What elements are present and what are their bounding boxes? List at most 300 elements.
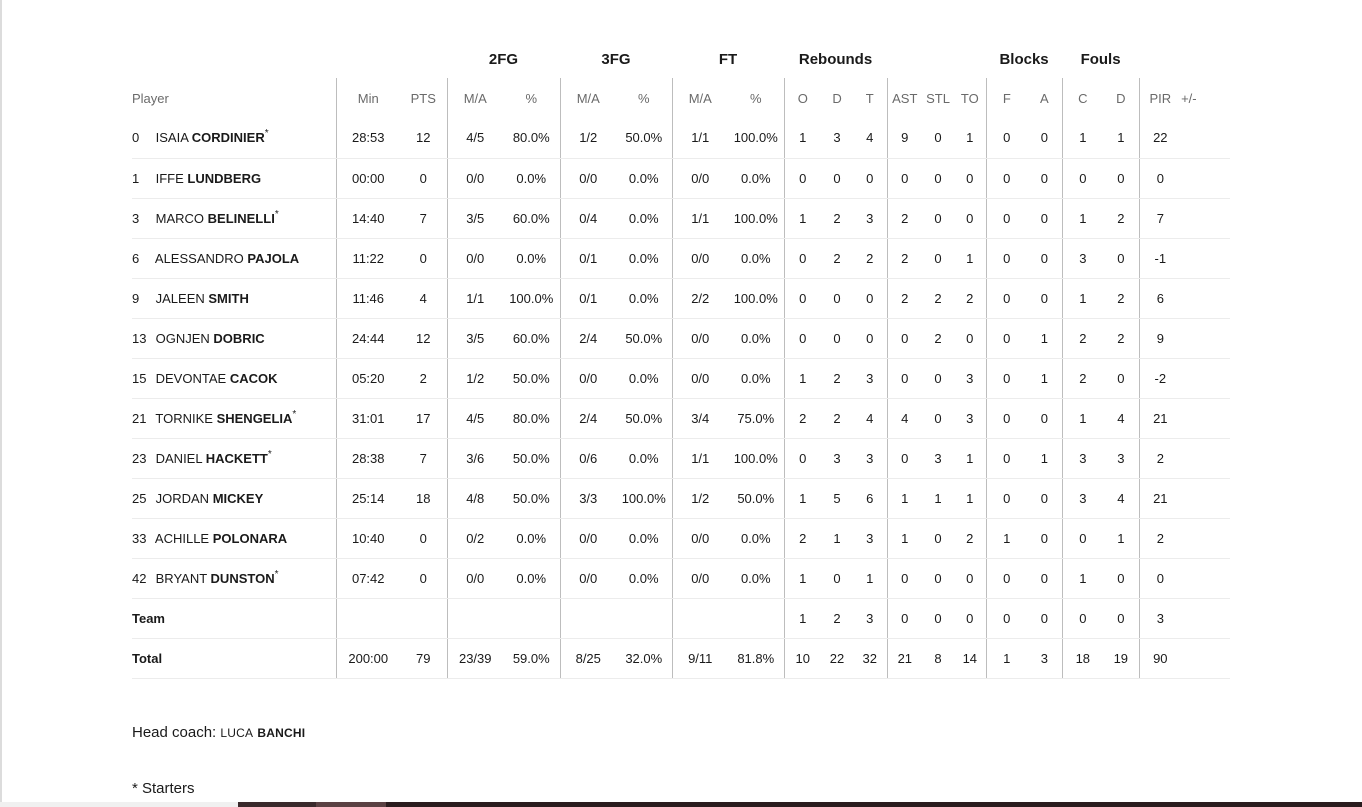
player-row[interactable] bbox=[132, 118, 1230, 158]
stat-stl: 0 bbox=[922, 598, 954, 638]
stat-reb-o: 0 bbox=[784, 278, 821, 318]
col-ast[interactable]: AST bbox=[887, 78, 922, 118]
stat-plusminus bbox=[1181, 118, 1230, 158]
stat-pts: 0 bbox=[400, 158, 447, 198]
stat-ft-pct: 0.0% bbox=[728, 358, 784, 398]
player-row[interactable] bbox=[132, 358, 1230, 398]
stat-foul-d: 19 bbox=[1103, 638, 1139, 678]
stat-fg2-ma: 0/0 bbox=[447, 558, 503, 598]
stat-fg3-pct: 0.0% bbox=[616, 558, 672, 598]
group-fouls: Fouls bbox=[1080, 50, 1121, 68]
stat-plusminus bbox=[1181, 598, 1230, 638]
player-number: 6 bbox=[132, 250, 140, 266]
stat-min: 00:00 bbox=[336, 158, 400, 198]
stat-reb-o: 0 bbox=[784, 318, 821, 358]
stat-ft-pct: 100.0% bbox=[728, 198, 784, 238]
stat-foul-d: 2 bbox=[1103, 318, 1139, 358]
head-coach-first-name: LUCA bbox=[220, 726, 254, 740]
stat-reb-o: 1 bbox=[784, 358, 821, 398]
player-number: 13 bbox=[132, 330, 147, 346]
stat-min: 07:42 bbox=[336, 558, 400, 598]
stat-fg3-pct bbox=[616, 598, 672, 638]
stat-blk-f: 0 bbox=[986, 278, 1027, 318]
stat-blk-f: 0 bbox=[986, 238, 1027, 278]
stat-fg2-pct: 80.0% bbox=[503, 398, 560, 438]
stat-reb-o: 1 bbox=[784, 118, 821, 158]
stat-blk-a: 0 bbox=[1027, 558, 1062, 598]
stat-ast: 0 bbox=[887, 438, 922, 478]
stat-foul-c: 2 bbox=[1062, 358, 1103, 398]
col-3fg-pct[interactable]: % bbox=[637, 90, 650, 106]
stat-stl: 8 bbox=[922, 638, 954, 678]
col-3fg-ma[interactable]: M/A bbox=[560, 78, 616, 118]
stat-ft-ma: 1/1 bbox=[672, 198, 728, 238]
stat-pir: 2 bbox=[1139, 438, 1181, 478]
stat-min: 200:00 bbox=[336, 638, 400, 678]
stat-blk-a: 0 bbox=[1027, 198, 1062, 238]
stat-pir: 0 bbox=[1139, 558, 1181, 598]
stat-plusminus bbox=[1181, 438, 1230, 478]
col-2fg-pct[interactable]: % bbox=[525, 90, 538, 106]
stat-fg3-pct: 0.0% bbox=[616, 238, 672, 278]
stat-stl: 0 bbox=[922, 158, 954, 198]
stat-fg2-pct: 0.0% bbox=[503, 558, 560, 598]
col-reb-d[interactable]: D bbox=[832, 90, 842, 106]
stat-ast: 0 bbox=[887, 598, 922, 638]
stat-min: 31:01 bbox=[336, 398, 400, 438]
group-blocks: Blocks bbox=[999, 50, 1049, 68]
team-row bbox=[132, 598, 1230, 638]
stat-reb-o: 1 bbox=[784, 478, 821, 518]
stat-foul-d: 0 bbox=[1103, 238, 1139, 278]
player-name-link[interactable] bbox=[156, 171, 261, 186]
stat-pir: 6 bbox=[1139, 278, 1181, 318]
stat-blk-a: 0 bbox=[1027, 118, 1062, 158]
stat-stl: 0 bbox=[922, 398, 954, 438]
stat-fg3-pct: 0.0% bbox=[616, 278, 672, 318]
stat-blk-a: 1 bbox=[1027, 318, 1062, 358]
col-plus-minus[interactable]: +/- bbox=[1181, 90, 1197, 106]
stat-pts: 0 bbox=[400, 558, 447, 598]
col-pts[interactable]: PTS bbox=[410, 90, 436, 106]
col-reb-t[interactable]: T bbox=[865, 90, 874, 106]
stat-ast: 1 bbox=[887, 478, 922, 518]
stat-foul-c: 1 bbox=[1062, 198, 1103, 238]
stat-ft-pct: 100.0% bbox=[728, 438, 784, 478]
stat-ast: 0 bbox=[887, 318, 922, 358]
stat-ft-pct: 0.0% bbox=[728, 158, 784, 198]
stat-foul-d: 4 bbox=[1103, 398, 1139, 438]
player-name-link[interactable] bbox=[156, 371, 278, 386]
col-2fg-ma[interactable]: M/A bbox=[447, 78, 503, 118]
player-first-name: ALESSANDRO bbox=[154, 250, 244, 266]
stat-foul-d: 1 bbox=[1103, 118, 1139, 158]
stat-blk-f: 0 bbox=[986, 438, 1027, 478]
stat-fg2-ma: 0/0 bbox=[447, 158, 503, 198]
stat-ft-ma: 2/2 bbox=[672, 278, 728, 318]
stat-fg3-ma: 0/0 bbox=[560, 158, 616, 198]
stat-pts: 12 bbox=[400, 318, 447, 358]
stat-ast: 0 bbox=[887, 358, 922, 398]
stat-reb-d: 3 bbox=[821, 118, 853, 158]
group-2fg: 2FG bbox=[488, 50, 519, 68]
stat-reb-o: 0 bbox=[784, 438, 821, 478]
stat-min: 05:20 bbox=[336, 358, 400, 398]
stat-reb-t: 1 bbox=[853, 558, 887, 598]
stat-fg3-ma bbox=[560, 598, 616, 638]
player-cell bbox=[132, 278, 336, 318]
stat-stl: 0 bbox=[922, 198, 954, 238]
stat-fg2-ma: 3/5 bbox=[447, 198, 503, 238]
player-last-name: PAJOLA bbox=[247, 250, 300, 266]
stat-stl: 0 bbox=[922, 558, 954, 598]
stat-ft-ma: 9/11 bbox=[672, 638, 728, 678]
stat-fg3-ma: 0/6 bbox=[560, 438, 616, 478]
stat-fg2-pct: 50.0% bbox=[503, 478, 560, 518]
stat-min: 11:22 bbox=[336, 238, 400, 278]
stat-fg2-pct: 0.0% bbox=[503, 518, 560, 558]
stat-foul-c: 2 bbox=[1062, 318, 1103, 358]
stat-foul-c: 1 bbox=[1062, 278, 1103, 318]
stat-fg2-pct: 0.0% bbox=[503, 238, 560, 278]
stat-plusminus bbox=[1181, 158, 1230, 198]
stat-fg2-ma: 4/8 bbox=[447, 478, 503, 518]
stat-pts bbox=[400, 598, 447, 638]
starter-marker: * bbox=[274, 208, 279, 220]
player-name-link[interactable] bbox=[156, 291, 249, 306]
stat-reb-t: 6 bbox=[853, 478, 887, 518]
starter-marker: * bbox=[292, 408, 297, 420]
col-pir[interactable]: PIR bbox=[1139, 78, 1181, 118]
stat-ft-pct: 81.8% bbox=[728, 638, 784, 678]
stat-ft-pct: 100.0% bbox=[728, 278, 784, 318]
player-last-name: CORDINIER bbox=[191, 130, 265, 146]
stat-ft-ma: 0/0 bbox=[672, 358, 728, 398]
stat-fg3-pct: 32.0% bbox=[616, 638, 672, 678]
stat-reb-d: 0 bbox=[821, 278, 853, 318]
stat-pir: 9 bbox=[1139, 318, 1181, 358]
stat-foul-c: 3 bbox=[1062, 478, 1103, 518]
col-foul-c[interactable]: C bbox=[1062, 78, 1103, 118]
stat-ft-ma: 0/0 bbox=[672, 318, 728, 358]
stat-foul-d: 0 bbox=[1103, 558, 1139, 598]
stat-to: 1 bbox=[954, 238, 986, 278]
stat-reb-t: 3 bbox=[853, 438, 887, 478]
player-name-link[interactable] bbox=[156, 331, 265, 346]
stat-stl: 2 bbox=[922, 278, 954, 318]
player-name-link[interactable] bbox=[155, 448, 272, 466]
stat-to: 1 bbox=[954, 478, 986, 518]
stat-fg3-pct: 50.0% bbox=[616, 118, 672, 158]
stat-reb-t: 3 bbox=[853, 598, 887, 638]
stat-to: 0 bbox=[954, 558, 986, 598]
stat-fg3-ma: 3/3 bbox=[560, 478, 616, 518]
stat-ft-ma: 1/2 bbox=[672, 478, 728, 518]
stat-reb-d: 0 bbox=[821, 558, 853, 598]
stat-reb-t: 2 bbox=[853, 238, 887, 278]
stat-blk-f: 0 bbox=[986, 478, 1027, 518]
stat-reb-d: 22 bbox=[821, 638, 853, 678]
player-name-link[interactable] bbox=[155, 251, 299, 266]
stat-stl: 1 bbox=[922, 478, 954, 518]
stat-to: 2 bbox=[954, 518, 986, 558]
stat-min: 28:53 bbox=[336, 118, 400, 158]
player-cell bbox=[132, 318, 336, 358]
stat-fg2-ma: 4/5 bbox=[447, 118, 503, 158]
stat-fg2-pct: 50.0% bbox=[503, 438, 560, 478]
stat-ast: 21 bbox=[887, 638, 922, 678]
stat-foul-c: 0 bbox=[1062, 518, 1103, 558]
group-spacer-3 bbox=[1139, 40, 1230, 78]
stat-blk-f: 0 bbox=[986, 598, 1027, 638]
stat-fg3-ma: 8/25 bbox=[560, 638, 616, 678]
box-score bbox=[132, 40, 1230, 679]
stat-to: 2 bbox=[954, 278, 986, 318]
stat-to: 0 bbox=[954, 318, 986, 358]
stat-ft-pct bbox=[728, 598, 784, 638]
stat-foul-c: 18 bbox=[1062, 638, 1103, 678]
col-ft-pct[interactable]: % bbox=[749, 90, 762, 106]
group-3fg: 3FG bbox=[601, 50, 631, 68]
stat-blk-a: 0 bbox=[1027, 158, 1062, 198]
stat-ft-ma: 1/1 bbox=[672, 438, 728, 478]
stat-foul-c: 3 bbox=[1062, 438, 1103, 478]
stat-pir: 21 bbox=[1139, 478, 1181, 518]
stat-plusminus bbox=[1181, 558, 1230, 598]
stat-fg3-ma: 2/4 bbox=[560, 318, 616, 358]
stat-reb-o: 0 bbox=[784, 238, 821, 278]
stat-reb-o: 1 bbox=[784, 598, 821, 638]
col-blk-a[interactable]: A bbox=[1039, 90, 1049, 106]
col-player[interactable]: Player bbox=[132, 90, 169, 106]
total-row-label: Total bbox=[132, 638, 336, 678]
stat-ast: 2 bbox=[887, 238, 922, 278]
stat-fg2-ma: 1/2 bbox=[447, 358, 503, 398]
stat-reb-d: 2 bbox=[821, 598, 853, 638]
player-row[interactable] bbox=[132, 438, 1230, 478]
stat-fg3-ma: 0/0 bbox=[560, 358, 616, 398]
player-name-link[interactable] bbox=[155, 208, 279, 226]
player-row[interactable] bbox=[132, 518, 1230, 558]
player-number: 0 bbox=[132, 130, 140, 146]
player-name-link[interactable] bbox=[155, 568, 279, 586]
stat-reb-t: 3 bbox=[853, 358, 887, 398]
stat-to: 3 bbox=[954, 398, 986, 438]
stat-blk-a: 3 bbox=[1027, 638, 1062, 678]
stat-reb-t: 4 bbox=[853, 118, 887, 158]
player-first-name: JALEEN bbox=[155, 290, 205, 306]
player-last-name: DOBRIC bbox=[213, 330, 265, 346]
player-first-name: ACHILLE bbox=[154, 530, 210, 546]
stat-blk-a: 0 bbox=[1027, 518, 1062, 558]
stat-min: 28:38 bbox=[336, 438, 400, 478]
player-first-name: DANIEL bbox=[155, 450, 203, 466]
stat-fg3-pct: 0.0% bbox=[616, 198, 672, 238]
stat-ft-ma: 0/0 bbox=[672, 238, 728, 278]
stat-fg2-pct bbox=[503, 598, 560, 638]
stat-reb-o: 1 bbox=[784, 198, 821, 238]
stat-ft-ma bbox=[672, 598, 728, 638]
stat-blk-a: 1 bbox=[1027, 438, 1062, 478]
stat-fg3-pct: 0.0% bbox=[616, 438, 672, 478]
box-score-table bbox=[132, 40, 1230, 679]
stat-reb-o: 10 bbox=[784, 638, 821, 678]
stat-blk-f: 0 bbox=[986, 398, 1027, 438]
player-cell bbox=[132, 358, 336, 398]
stat-reb-o: 1 bbox=[784, 558, 821, 598]
stat-foul-d: 4 bbox=[1103, 478, 1139, 518]
stat-ft-pct: 0.0% bbox=[728, 318, 784, 358]
head-coach-label: Head coach: bbox=[132, 724, 217, 741]
col-ft-ma[interactable]: M/A bbox=[672, 78, 728, 118]
stat-pts: 79 bbox=[400, 638, 447, 678]
stat-fg2-ma: 3/6 bbox=[447, 438, 503, 478]
stat-foul-d: 3 bbox=[1103, 438, 1139, 478]
stat-pir: 21 bbox=[1139, 398, 1181, 438]
player-row[interactable] bbox=[132, 238, 1230, 278]
player-cell bbox=[132, 518, 336, 558]
stat-pir: 22 bbox=[1139, 118, 1181, 158]
player-row[interactable] bbox=[132, 318, 1230, 358]
stat-reb-d: 0 bbox=[821, 318, 853, 358]
stat-foul-c: 0 bbox=[1062, 598, 1103, 638]
player-row[interactable] bbox=[132, 478, 1230, 518]
stat-fg3-ma: 0/0 bbox=[560, 558, 616, 598]
player-row[interactable] bbox=[132, 158, 1230, 198]
player-number: 42 bbox=[132, 570, 147, 586]
player-number: 15 bbox=[132, 370, 147, 386]
stat-pir: 7 bbox=[1139, 198, 1181, 238]
col-foul-d[interactable]: D bbox=[1116, 90, 1126, 106]
stat-fg2-ma: 23/39 bbox=[447, 638, 503, 678]
stat-ast: 4 bbox=[887, 398, 922, 438]
player-cell bbox=[132, 238, 336, 278]
stat-plusminus bbox=[1181, 278, 1230, 318]
player-number: 33 bbox=[132, 530, 147, 546]
player-row[interactable] bbox=[132, 398, 1230, 438]
col-blk-f[interactable]: F bbox=[986, 78, 1027, 118]
stat-min: 11:46 bbox=[336, 278, 400, 318]
player-last-name: CACOK bbox=[229, 370, 278, 386]
stat-fg3-ma: 0/1 bbox=[560, 238, 616, 278]
stat-reb-d: 2 bbox=[821, 238, 853, 278]
stat-pts: 12 bbox=[400, 118, 447, 158]
stat-foul-d: 0 bbox=[1103, 598, 1139, 638]
group-rebounds: Rebounds bbox=[798, 50, 873, 68]
stat-blk-a: 0 bbox=[1027, 478, 1062, 518]
stat-ast: 0 bbox=[887, 158, 922, 198]
player-cell bbox=[132, 118, 336, 158]
head-coach-last-name: BANCHI bbox=[257, 726, 306, 740]
stat-ast: 2 bbox=[887, 278, 922, 318]
stat-min: 10:40 bbox=[336, 518, 400, 558]
stat-to: 1 bbox=[954, 118, 986, 158]
stat-blk-f: 0 bbox=[986, 558, 1027, 598]
stat-fg3-ma: 0/0 bbox=[560, 518, 616, 558]
stat-pts: 18 bbox=[400, 478, 447, 518]
stat-plusminus bbox=[1181, 358, 1230, 398]
stat-fg2-pct: 50.0% bbox=[503, 358, 560, 398]
stat-fg2-pct: 0.0% bbox=[503, 158, 560, 198]
stat-ft-pct: 0.0% bbox=[728, 558, 784, 598]
stat-fg2-pct: 100.0% bbox=[503, 278, 560, 318]
stat-reb-t: 0 bbox=[853, 278, 887, 318]
stat-reb-t: 0 bbox=[853, 318, 887, 358]
stat-fg3-ma: 1/2 bbox=[560, 118, 616, 158]
stat-reb-d: 2 bbox=[821, 398, 853, 438]
player-name-link[interactable] bbox=[155, 531, 287, 546]
stat-foul-d: 0 bbox=[1103, 158, 1139, 198]
player-row[interactable] bbox=[132, 278, 1230, 318]
player-name-link[interactable] bbox=[156, 491, 264, 506]
starters-footnote: * Starters bbox=[132, 780, 195, 797]
player-name-link[interactable] bbox=[155, 408, 297, 426]
stat-fg2-pct: 60.0% bbox=[503, 318, 560, 358]
stat-fg3-ma: 0/1 bbox=[560, 278, 616, 318]
col-to[interactable]: TO bbox=[960, 90, 979, 106]
player-cell bbox=[132, 158, 336, 198]
stat-fg3-pct: 100.0% bbox=[616, 478, 672, 518]
stat-min bbox=[336, 598, 400, 638]
stat-reb-d: 5 bbox=[821, 478, 853, 518]
col-stl[interactable]: STL bbox=[926, 90, 950, 106]
stat-to: 14 bbox=[954, 638, 986, 678]
left-edge bbox=[0, 0, 2, 807]
stat-blk-a: 0 bbox=[1027, 238, 1062, 278]
stat-min: 14:40 bbox=[336, 198, 400, 238]
stat-fg3-pct: 0.0% bbox=[616, 518, 672, 558]
player-last-name: HACKETT bbox=[205, 450, 268, 466]
stat-blk-a: 1 bbox=[1027, 358, 1062, 398]
stat-fg3-ma: 0/4 bbox=[560, 198, 616, 238]
player-number: 9 bbox=[132, 290, 140, 306]
stat-plusminus bbox=[1181, 318, 1230, 358]
stat-blk-a: 0 bbox=[1027, 598, 1062, 638]
stat-to: 0 bbox=[954, 158, 986, 198]
stat-reb-o: 2 bbox=[784, 518, 821, 558]
player-cell bbox=[132, 398, 336, 438]
starter-marker: * bbox=[267, 448, 272, 460]
player-name-link[interactable] bbox=[156, 130, 269, 145]
stat-stl: 0 bbox=[922, 118, 954, 158]
col-min[interactable]: Min bbox=[336, 78, 400, 118]
stat-blk-f: 0 bbox=[986, 158, 1027, 198]
player-first-name: JORDAN bbox=[155, 490, 210, 506]
stat-blk-f: 0 bbox=[986, 318, 1027, 358]
player-row[interactable] bbox=[132, 198, 1230, 238]
col-reb-o[interactable]: O bbox=[784, 78, 821, 118]
group-spacer-2 bbox=[887, 40, 986, 78]
player-number: 3 bbox=[132, 210, 140, 226]
stat-reb-d: 3 bbox=[821, 438, 853, 478]
stat-ast: 2 bbox=[887, 198, 922, 238]
stat-fg2-ma: 4/5 bbox=[447, 398, 503, 438]
stat-foul-d: 2 bbox=[1103, 198, 1139, 238]
starter-marker: * bbox=[264, 128, 269, 140]
player-row[interactable] bbox=[132, 558, 1230, 598]
stat-plusminus bbox=[1181, 518, 1230, 558]
player-cell bbox=[132, 438, 336, 478]
stat-pir: 0 bbox=[1139, 158, 1181, 198]
stat-foul-c: 1 bbox=[1062, 398, 1103, 438]
stat-blk-f: 0 bbox=[986, 118, 1027, 158]
stat-fg2-pct: 59.0% bbox=[503, 638, 560, 678]
stat-plusminus bbox=[1181, 478, 1230, 518]
stat-to: 3 bbox=[954, 358, 986, 398]
stat-blk-f: 0 bbox=[986, 198, 1027, 238]
stat-reb-t: 4 bbox=[853, 398, 887, 438]
player-last-name: POLONARA bbox=[212, 530, 288, 546]
